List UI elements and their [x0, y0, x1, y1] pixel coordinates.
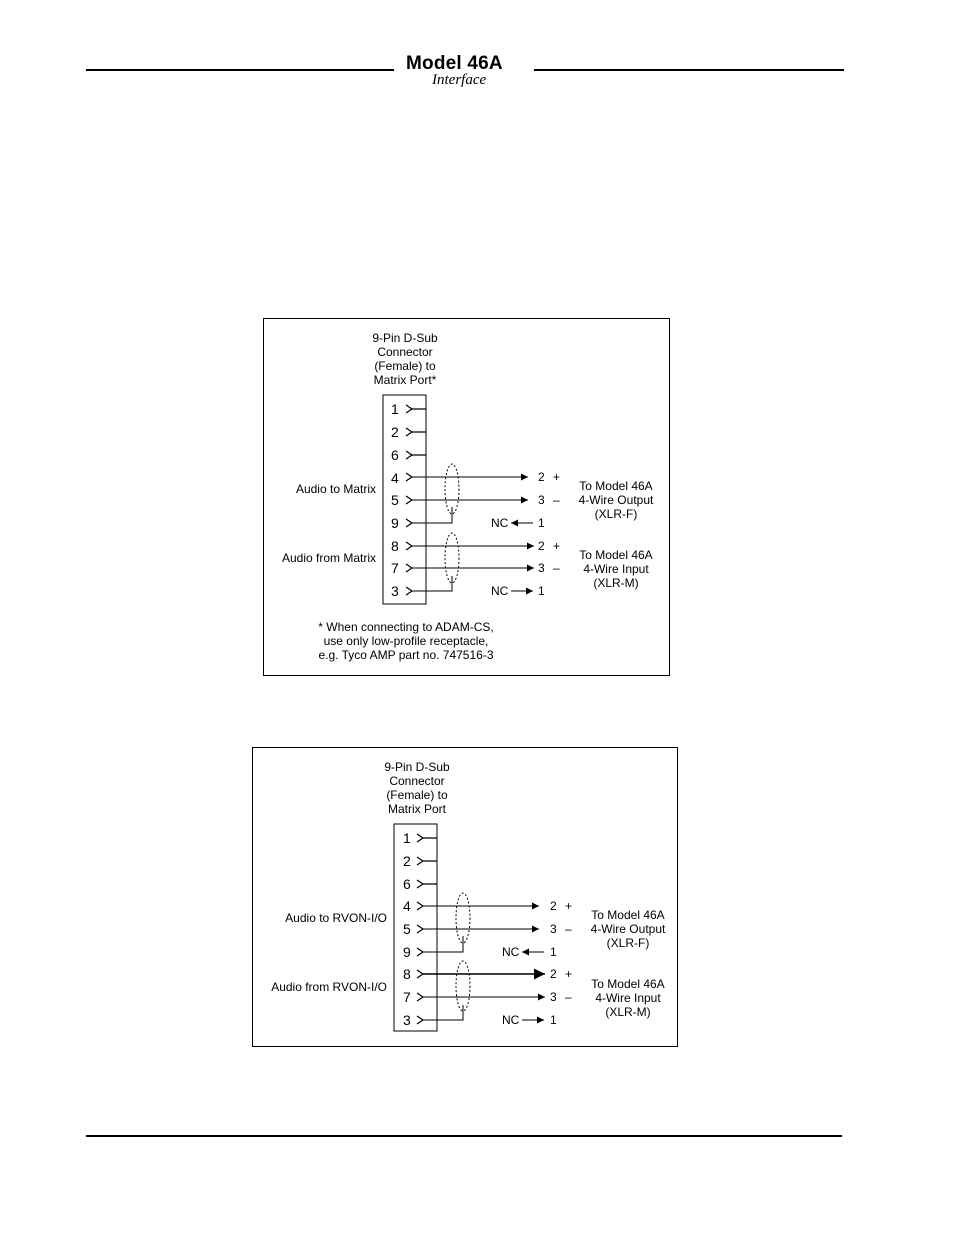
pin-4-label: 4: [391, 470, 399, 486]
pin-3-label: 3: [391, 583, 399, 599]
wires-audio-to-rvon: [423, 906, 539, 952]
dest-input-line-1: To Model 46A: [591, 977, 665, 991]
xlr-out-sign-minus: –: [565, 922, 572, 936]
wiring-diagram-matrix: [263, 318, 670, 676]
logo-title: Model 46A: [406, 53, 503, 74]
xlr-in-pin-3: 3: [538, 561, 545, 575]
pin-1-label: 1: [391, 401, 399, 417]
pin-6-label: 6: [391, 447, 399, 463]
xlr-in-pin-1: 1: [550, 1013, 557, 1027]
dest-output-line-1: To Model 46A: [591, 908, 665, 922]
group-label-audio-from-matrix: Audio from Matrix: [281, 551, 376, 565]
wiring-diagram-rvon: [252, 747, 678, 1047]
wiring-diagram-matrix-svg: [264, 319, 669, 675]
connector-title-line-3: (Female) to: [386, 788, 448, 802]
xlr-in-sign-plus: +: [565, 967, 573, 981]
pin-5-label: 5: [403, 921, 411, 937]
connector-title-line-1: 9-Pin D-Sub: [384, 760, 450, 774]
pin-9-label: 9: [391, 515, 399, 531]
pin-6-label: 6: [403, 876, 411, 892]
pin-1-label: 1: [403, 830, 411, 846]
dsub-connector-body: [394, 824, 437, 1031]
footnote-line-2: use only low-profile receptacle,: [323, 634, 489, 648]
pin-3-label: 3: [403, 1012, 411, 1028]
pin-4-label: 4: [403, 898, 411, 914]
xlr-in-sign-minus: –: [553, 561, 560, 575]
header-rule-right: [534, 69, 844, 71]
wiring-diagram-rvon-svg: [253, 748, 677, 1046]
dest-input-line-3: (XLR-M): [593, 576, 639, 590]
dest-output-line-3: (XLR-F): [606, 936, 650, 950]
dest-output-line-2: 4-Wire Output: [590, 922, 666, 936]
pin-9-label: 9: [403, 944, 411, 960]
connector-title-line-2: Connector: [389, 774, 445, 788]
group-label-audio-to-rvon: Audio to RVON-I/O: [285, 911, 387, 925]
footer-rule: [86, 1135, 842, 1137]
logo-subtitle: Interface: [432, 72, 487, 88]
xlr-in-sign-plus: +: [553, 539, 561, 553]
connector-title-line-2: Connector: [377, 345, 433, 359]
xlr-in-pin-1: 1: [538, 584, 545, 598]
footnote-line-1: * When connecting to ADAM-CS,: [318, 620, 494, 634]
xlr-in-pin-3: 3: [550, 990, 557, 1004]
connector-title-line-4: Matrix Port*: [373, 373, 437, 387]
wires-audio-to-matrix: [412, 477, 528, 523]
xlr-out-pin-2: 2: [550, 899, 557, 913]
wires-audio-from-matrix: [412, 546, 534, 591]
xlr-out-pin-1: 1: [538, 516, 545, 530]
connector-title-line-1: 9-Pin D-Sub: [372, 331, 438, 345]
xlr-in-sign-minus: –: [565, 990, 572, 1004]
xlr-out-sign-plus: +: [553, 470, 561, 484]
pin-7-label: 7: [391, 560, 399, 576]
footnote-line-3: e.g. Tyco AMP part no. 747516-3: [318, 648, 494, 662]
xlr-out-pin-3: 3: [550, 922, 557, 936]
dest-input-line-2: 4-Wire Input: [583, 562, 649, 576]
pin-7-label: 7: [403, 989, 411, 1005]
header-rule-left: [86, 69, 394, 71]
xlr-out-sign-plus: +: [565, 899, 573, 913]
dest-output-line-2: 4-Wire Output: [578, 493, 654, 507]
xlr-in-pin-2: 2: [538, 539, 545, 553]
xlr-in-pin-2: 2: [550, 967, 557, 981]
pin-5-label: 5: [391, 492, 399, 508]
pin-8-label: 8: [391, 538, 399, 554]
shield-group-2: [445, 533, 459, 583]
pin-2-label: 2: [391, 424, 399, 440]
dest-input-line-1: To Model 46A: [579, 548, 653, 562]
xlr-out-sign-minus: –: [553, 493, 560, 507]
xlr-out-pin-3: 3: [538, 493, 545, 507]
xlr-out-pin-2: 2: [538, 470, 545, 484]
connector-title-line-3: (Female) to: [374, 359, 436, 373]
shield-group-1: [456, 893, 470, 943]
group-label-audio-to-matrix: Audio to Matrix: [295, 482, 376, 496]
shield-group-2: [456, 961, 470, 1011]
nc-label-2: NC: [491, 584, 509, 598]
connector-title-line-4: Matrix Port: [387, 802, 447, 816]
dest-input-line-3: (XLR-M): [605, 1005, 651, 1019]
pin-8-label: 8: [403, 966, 411, 982]
pin-2-label: 2: [403, 853, 411, 869]
nc-label-2: NC: [502, 1013, 520, 1027]
dest-input-line-2: 4-Wire Input: [595, 991, 661, 1005]
xlr-out-pin-1: 1: [550, 945, 557, 959]
wires-audio-from-rvon: [423, 974, 545, 1020]
shield-group-1: [445, 464, 459, 514]
dest-output-line-1: To Model 46A: [579, 479, 653, 493]
nc-label-1: NC: [491, 516, 509, 530]
dest-output-line-3: (XLR-F): [594, 507, 638, 521]
group-label-audio-from-rvon: Audio from RVON-I/O: [271, 980, 387, 994]
nc-label-1: NC: [502, 945, 520, 959]
